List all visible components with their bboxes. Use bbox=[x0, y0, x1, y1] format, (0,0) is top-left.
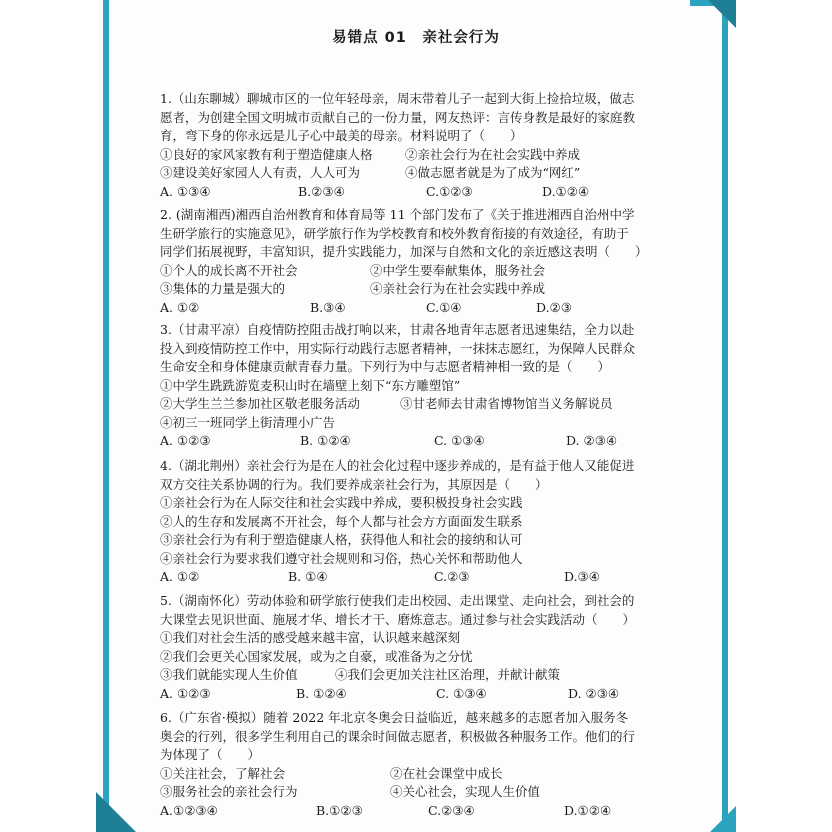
option-item: ③亲社会行为有利于塑造健康人格，获得他人和社会的接纳和认可 bbox=[160, 532, 523, 547]
question-stem: 5.（湖南怀化）劳动体验和研学旅行使我们走出校园、走出课堂、走向社会，到社会的 bbox=[160, 593, 635, 608]
option-item: ②大学生兰兰参加社区敬老服务活动 bbox=[160, 396, 361, 411]
option-item: ④亲社会行为要求我们遵守社会规则和习俗，热心关怀和帮助他人 bbox=[160, 550, 523, 566]
option-item: ③建设美好家园人人有责，人人可为 bbox=[160, 165, 361, 180]
question-stem: 生研学旅行的实施意见》，研学旅行作为学校教育和校外教育衔接的有效途径，有助于 bbox=[160, 225, 629, 241]
answer-choice-d: D.③④ bbox=[564, 569, 600, 584]
answer-choice-c: C.①②③ bbox=[426, 183, 473, 199]
option-item: ②在社会课堂中成长 bbox=[390, 765, 503, 781]
question-stem: 4.（湖北荆州）亲社会行为是在人的社会化过程中逐步养成的，是有益于他人又能促进 bbox=[160, 458, 635, 473]
answer-choice-a: A. ①② bbox=[160, 569, 200, 584]
question-stem: 为体现了（ ） bbox=[160, 747, 261, 762]
answer-choice-c: C.①④ bbox=[426, 299, 462, 315]
option-item: ①关注社会，了解社会 bbox=[160, 765, 286, 781]
answer-choice-b: B.①②③ bbox=[316, 802, 363, 818]
question-stem: 奥会的行列，很多学生利用自己的课余时间做志愿者，积极做各种服务工作。他们的行 bbox=[160, 728, 636, 744]
answer-choice-c: C.②③ bbox=[434, 569, 470, 584]
question-stem: 6.（广东省·模拟）随着 2022 年北京冬奥会日益临近，越来越多的志愿者加入服务冬 bbox=[160, 710, 629, 725]
answer-choice-d: D. ②③④ bbox=[568, 685, 620, 701]
question-5 bbox=[160, 592, 700, 703]
answer-choice-a: A.①②③④ bbox=[160, 802, 218, 818]
option-item: ③集体的力量是强大的 bbox=[160, 281, 286, 296]
answer-choice-a: A. ①② bbox=[160, 299, 200, 315]
option-item: ②亲社会行为在社会实践中养成 bbox=[405, 146, 581, 162]
option-item: ④亲社会行为在社会实践中养成 bbox=[370, 281, 546, 296]
answer-choice-d: D. ②③④ bbox=[566, 433, 618, 448]
option-item: ①我们对社会生活的感受越来越丰富，认识越来越深刻 bbox=[160, 630, 461, 645]
question-stem: 育，弯下身的你永远是儿子心中最美的母亲。材料说明了（ ） bbox=[160, 128, 523, 143]
answer-choice-b: B.③④ bbox=[310, 299, 346, 315]
option-item: ①中学生跣跣游览麦积山时在墙壁上刻下“东方雕塑馆” bbox=[160, 377, 461, 393]
option-item: ①良好的家风家教有利于塑造健康人格 bbox=[160, 146, 373, 162]
question-stem: 1.（山东聊城）聊城市区的一位年轻母亲，周末带着儿子一起到大街上捡拾垃圾，做志 bbox=[160, 91, 635, 106]
answer-choice-d: D.②③ bbox=[536, 299, 572, 315]
corner-decoration bbox=[96, 792, 136, 832]
answer-choice-c: C.②③④ bbox=[428, 802, 475, 818]
option-item: ②中学生要奉献集体，服务社会 bbox=[370, 262, 546, 278]
option-item: ③我们就能实现人生价值 bbox=[160, 667, 298, 682]
option-item: ②我们会更关心国家发展，或为之自豪，或准备为之分忧 bbox=[160, 648, 473, 664]
answer-choice-d: D.①②④ bbox=[542, 183, 590, 199]
corner-decoration bbox=[708, 0, 736, 28]
page-title: 易错点 01 亲社会行为 bbox=[332, 30, 500, 46]
corner-decoration bbox=[710, 806, 736, 832]
option-item: ③服务社会的亲社会行为 bbox=[160, 784, 298, 799]
question-stem: 2. (湖南湘西)湘西自治州教育和体育局等 11 个部门发布了《关于推进湘西自治州中学 bbox=[160, 207, 635, 222]
option-item: ①亲社会行为在人际交往和社会实践中养成，要积极投身社会实践 bbox=[160, 495, 523, 510]
answer-choice-b: B. ①②④ bbox=[300, 433, 351, 448]
question-stem: 同学们拓展视野，丰富知识，提升实践能力，加深与自然和文化的亲近感这表明（ ） bbox=[160, 244, 648, 259]
option-item: ④关心社会，实现人生价值 bbox=[390, 784, 541, 799]
answer-choice-a: A. ①③④ bbox=[160, 183, 211, 199]
option-item: ③甘老师去甘肃省博物馆当义务解说员 bbox=[400, 396, 613, 411]
question-2 bbox=[160, 206, 700, 317]
question-stem: 生命安全和身体健康贡献青春力量。下列行为中与志愿者精神相一致的是（ ） bbox=[160, 359, 611, 374]
option-item: ①个人的成长离不开社会 bbox=[160, 262, 298, 278]
question-4 bbox=[160, 457, 700, 587]
answer-choice-c: C. ①③④ bbox=[436, 685, 487, 701]
option-item: ②人的生存和发展离不开社会，每个人都与社会方方面面发生联系 bbox=[160, 513, 523, 529]
question-stem: 投入到疫情防控工作中，用实际行动践行志愿者精神，一抹抹志愿红，为保障人民群众 bbox=[160, 340, 636, 356]
option-item: ④做志愿者就是为了成为“网红” bbox=[405, 165, 581, 180]
answer-choice-a: A. ①②③ bbox=[160, 433, 211, 448]
answer-choice-b: B.②③④ bbox=[298, 183, 345, 199]
answer-choice-d: D.①②④ bbox=[564, 802, 612, 818]
question-6 bbox=[160, 709, 700, 820]
option-item: ④我们会更加关注社区治理，并献计献策 bbox=[335, 667, 561, 682]
answer-choice-a: A. ①②③ bbox=[160, 685, 211, 701]
question-stem: 愿者，为创建全国文明城市贡献自己的一份力量，网友热评：言传身教是最好的家庭教 bbox=[160, 109, 636, 125]
answer-choice-b: B. ①②④ bbox=[296, 685, 347, 701]
question-stem: 双方交往关系协调的行为。我们要养成亲社会行为，其原因是（ ） bbox=[160, 476, 548, 492]
answer-choice-b: B. ①④ bbox=[288, 569, 328, 584]
option-item: ④初三一班同学上街清理小广告 bbox=[160, 414, 336, 430]
question-3 bbox=[160, 321, 700, 451]
answer-choice-c: C. ①③④ bbox=[434, 433, 485, 448]
question-1 bbox=[160, 90, 700, 201]
question-stem: 3.（甘肃平凉）自疫情防控阻击战打响以来，甘肃各地青年志愿者迅速集结，全力以赴 bbox=[160, 322, 635, 337]
question-stem: 大课堂去见识世面、施展才华、增长才干、磨炼意志。通过参与社会实践活动（ ） bbox=[160, 611, 636, 627]
